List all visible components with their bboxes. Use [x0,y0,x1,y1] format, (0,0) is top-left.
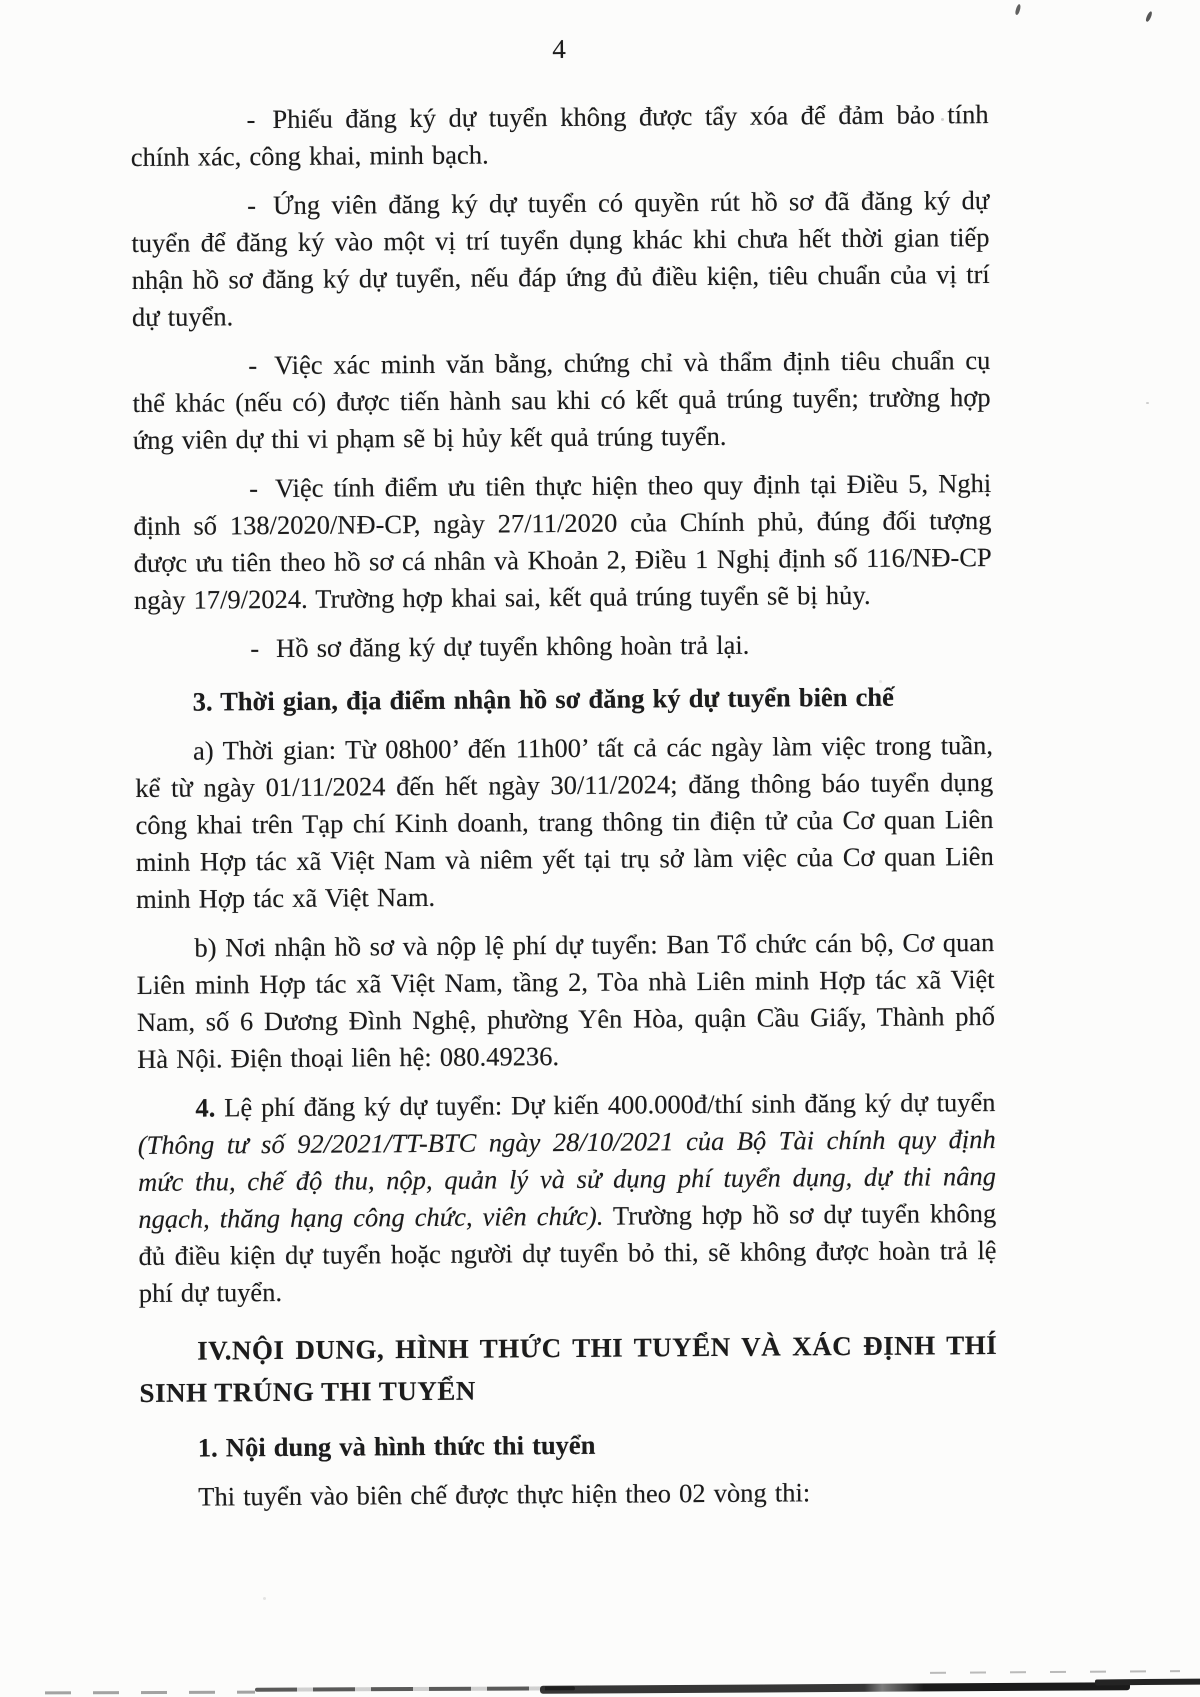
list-item-text: Việc tính điểm ưu tiên thực hiện theo quy định tại Điều 5, Nghị định số 138/2020/NĐ-CP, ngày 27/11/2020 của Chính phủ, đúng đối tượng được ưu tiên theo hồ sơ cá nhân và Khoản 2, Điều 1 Nghị định số 116/NĐ-CP ngày 17/9/2024. Trường hợp khai sai, kết quả trúng tuyển sẽ bị hủy. [133,467,992,615]
body-paragraph-time: a) Thời gian: Từ 08h00’ đến 11h00’ tất cả các ngày làm việc trong tuần, kể từ ngày 01/11/2024 đến hết ngày 30/11/2024; đăng thông báo tuyển dụng công khai trên Tạp chí Kinh doanh, trang thông tin điện tử của Cơ quan Liên minh Hợp tác xã Việt Nam và niêm yết tại trụ sở làm việc của Cơ quan Liên minh Hợp tác xã Việt Nam. [135,729,994,914]
list-item [133,465,992,619]
list-item [131,182,990,336]
scan-edge-faint-dashes [930,1670,1180,1674]
page-content [130,28,998,1528]
list-item-text: Hồ sơ đăng ký dự tuyển không hoàn trả lại. [276,629,750,663]
scan-speck-mark [1145,11,1153,23]
scan-edge-line-dark [540,1682,1130,1694]
bullet-dash: - [250,633,260,664]
list-item [134,625,992,668]
page-number: 4 [552,33,566,65]
list-item-text: Phiếu đăng ký dự tuyển không được tẩy xóa để đảm bảo tính chính xác, công khai, minh bạch. [130,99,989,172]
scan-edge-line-mid [255,1686,575,1691]
body-paragraph-fee [137,1084,997,1312]
scan-edge-line-left [45,1691,255,1695]
body-paragraph-place: b) Nơi nhận hồ sơ và nộp lệ phí dự tuyển: Ban Tổ chức cán bộ, Cơ quan Liên minh Hợp tác xã Việt Nam, tầng 2, Tòa nhà Liên minh Hợp tác xã Việt Nam, số 6 Dương Đình Nghệ, phường Yên Hòa, quận Cầu Giấy, Thành phố Hà Nội. Điện thoại liên hệ: 080.49236. [136,926,995,1074]
chapter-heading-line-1: IV.NỘI DUNG, HÌNH THỨC THI TUYỂN VÀ XÁC ĐỊNH THÍ [197,1329,998,1366]
list-item [130,96,988,176]
body-paragraph-closing: Thi tuyển vào biên chế được thực hiện theo 02 vòng thi: [198,1477,811,1512]
scan-speck [263,1597,266,1600]
fee-text-citation: (Thông tư số 92/2021/TT-BTC ngày 28/10/2021 của Bộ Tài chính quy định mức thu, chế độ thu, nộp, quản lý và sử dụng phí tuyển dụng, dự thi nâng ngạch, thăng hạng công chức, viên chức). [137,1123,997,1234]
scan-speck-mark [1015,4,1022,16]
bullet-dash: - [248,350,258,381]
scan-edge-line-right [1095,1679,1200,1686]
scan-speck [1146,402,1149,404]
bullet-dash: - [247,190,257,221]
fee-text-tail: Trường hợp hồ sơ dự tuyển không đủ điều kiện dự tuyển hoặc người dự tuyển bỏ thi, sẽ không được hoàn trả lệ phí dự tuyển. [138,1197,997,1308]
section-heading-1: 1. Nội dung và hình thức thi tuyển [197,1429,596,1463]
list-item [132,342,991,459]
bullet-dash: - [246,104,256,135]
chapter-heading-line-2: SINH TRÚNG THI TUYỂN [139,1375,476,1408]
fee-text-lead: Lệ phí đăng ký dự tuyển: Dự kiến 400.000đ/thí sinh đăng ký dự tuyển [215,1086,996,1123]
item-number: 4. [195,1092,216,1123]
list-item-text: Ứng viên đăng ký dự tuyển có quyền rút hồ sơ đã đăng ký dự tuyển để đăng ký vào một vị trí tuyển dụng khác khi chưa hết thời gian tiếp nhận hồ sơ đăng ký dự tuyển, nếu đáp ứng đủ điều kiện, tiêu chuẩn của vị trí dự tuyển. [131,185,990,332]
list-item-text: Việc xác minh văn bằng, chứng chỉ và thẩm định tiêu chuẩn cụ thể khác (nếu có) được tiến hành sau khi có kết quả trúng tuyển; trường hợp ứng viên dự thi vi phạm sẽ bị hủy kết quả trúng tuyển. [132,345,991,455]
section-heading-3: 3. Thời gian, địa điểm nhận hồ sơ đăng ký dự tuyển biên chế [192,681,894,717]
chapter-heading-iv [139,1324,998,1414]
bullet-dash: - [249,473,259,504]
